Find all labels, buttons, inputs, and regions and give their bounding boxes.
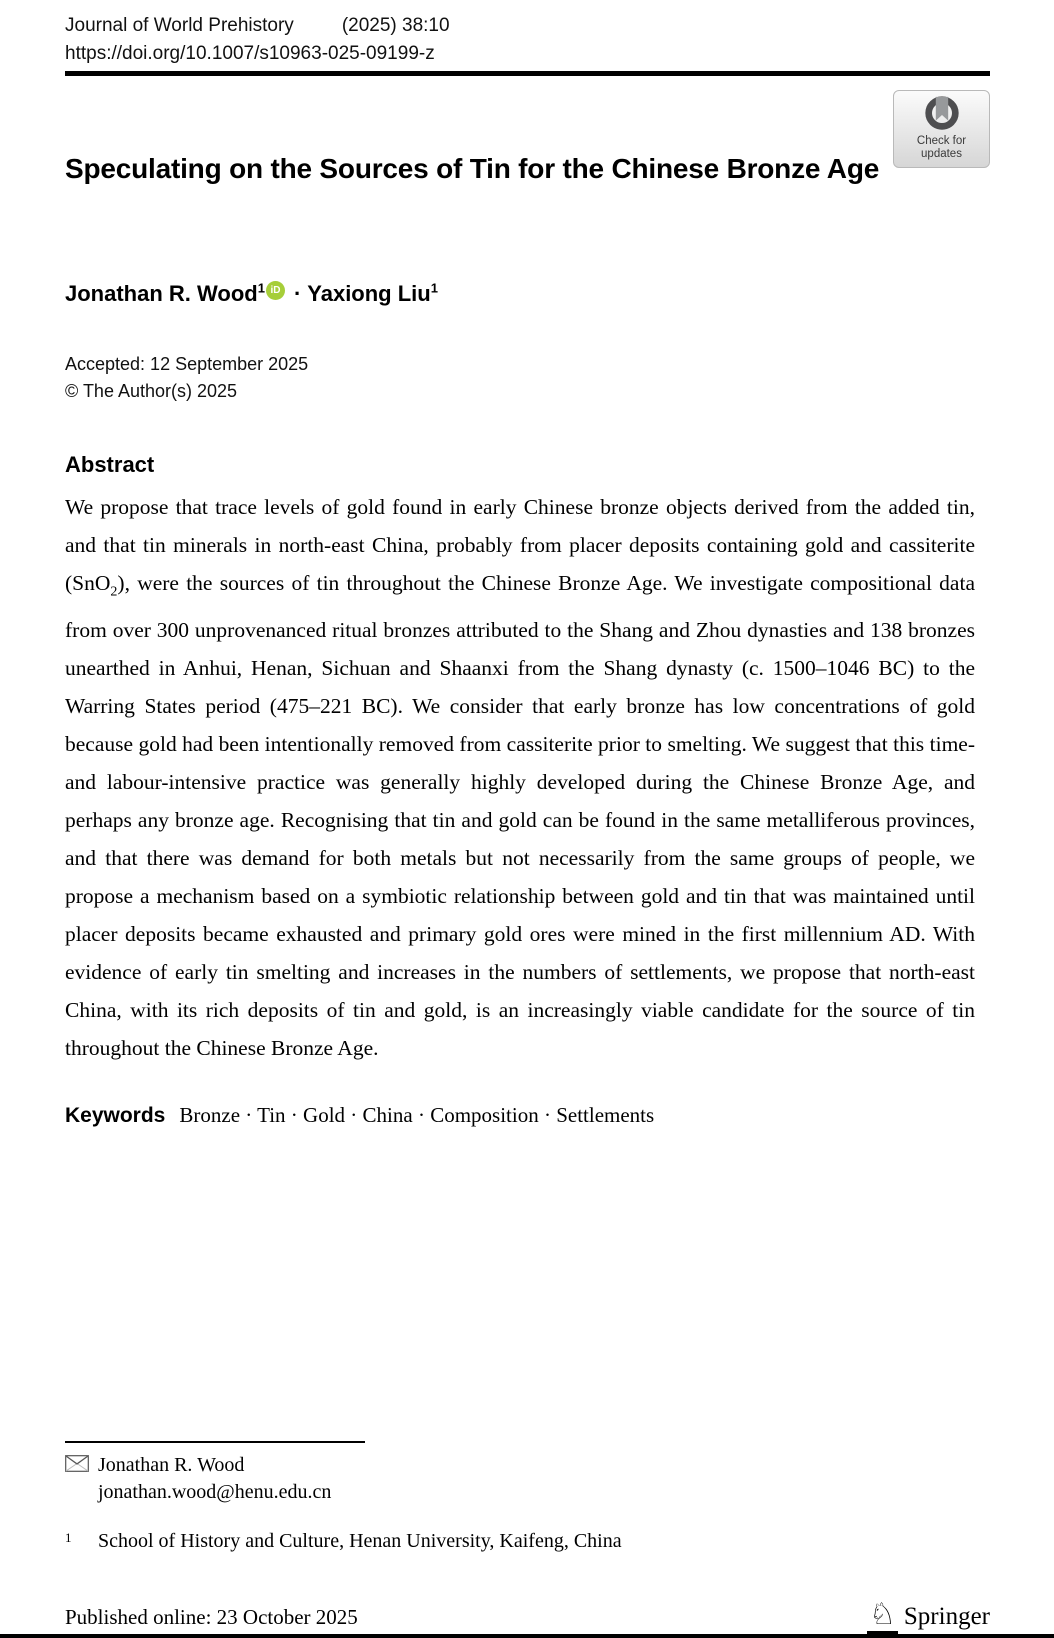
article-history — [65, 351, 308, 405]
correspondence-details — [98, 1452, 331, 1506]
article-title: Speculating on the Sources of Tin for the Chinese Bronze Age — [65, 153, 880, 184]
springer-knight-icon: ♘ — [867, 1600, 898, 1634]
accepted-date: Accepted: 12 September 2025 — [65, 354, 309, 374]
published-online: Published online: 23 October 2025 — [65, 1604, 358, 1629]
keywords-line — [65, 1103, 975, 1128]
affiliation-number: 1 — [65, 1530, 72, 1545]
keywords-text: Bronze · Tin · Gold · China · Composition · Settlements — [179, 1103, 655, 1127]
correspondence-block — [65, 1452, 990, 1506]
citation: (2025) 38:10 — [341, 15, 450, 36]
page-header — [65, 12, 990, 67]
springer-wordmark: Springer — [903, 1603, 990, 1630]
journal-citation-line — [65, 12, 990, 40]
envelope-icon — [65, 1455, 89, 1472]
footnote-rule — [65, 1441, 365, 1443]
check-for-updates-label: Check for updates — [916, 135, 967, 161]
page-bottom-edge — [0, 1634, 1054, 1638]
author-separator: · — [293, 281, 302, 307]
doi-link[interactable]: https://doi.org/10.1007/s10963-025-09199-z — [65, 42, 435, 64]
journal-name: Journal of World Prehistory — [65, 15, 294, 36]
page-footer — [65, 1600, 990, 1634]
springer-logo — [867, 1600, 990, 1634]
correspondence-email[interactable]: jonathan.wood@henu.edu.cn — [98, 1481, 332, 1503]
author-line — [65, 281, 438, 307]
abstract-heading: Abstract — [65, 452, 155, 477]
affiliation-block — [65, 1530, 990, 1553]
affiliation-text: School of History and Culture, Henan University, Kaifeng, China — [98, 1530, 622, 1552]
copyright-notice: © The Author(s) 2025 — [65, 381, 238, 401]
author-2-affiliation-sup: 1 — [430, 281, 438, 296]
author-1-affiliation-sup: 1 — [257, 281, 265, 296]
footnote-area — [65, 1441, 990, 1553]
keywords-label: Keywords — [65, 1104, 166, 1127]
chemical-subscript: 2 — [110, 584, 118, 600]
orcid-icon[interactable]: iD — [266, 281, 285, 300]
author-name-1: Jonathan R. Wood$^1$ — [65, 281, 265, 307]
correspondence-name: Jonathan R. Wood — [98, 1454, 245, 1476]
abstract-text: We propose that trace levels of gold found in early Chinese bronze objects derived from the added tin, and that tin minerals in north-east China, probably from placer deposits containing gold and cassiterite (SnO$_2$), were the sources of tin throughout the Chinese Bronze Age. We investigate compositional data from over 300 unprovenanced ritual bronzes attributed to the Shang and Zhou dynasties and 138 bronzes unearthed in Anhui, Henan, Sichuan and Shaanxi from the Shang dynasty (c. 1500–1046 BC) to the Warring States period (475–221 BC). We consider that early bronze has low concentrations of gold because gold had been intentionally removed from cassiterite prior to smelting. We suggest that this time- and labour-intensive practice was generally highly developed during the Chinese Bronze Age, and perhaps any bronze age. Recognising that tin and gold can be found in the same metalliferous provinces, and that there was demand for both metals but not necessarily from the same groups of people, we propose a mechanism based on a symbiotic relationship between gold and tin that was maintained until placer deposits became exhausted and primary gold ores were mined in the first millennium AD. With evidence of early tin smelting and increases in the numbers of settlements, we propose that north-east China, with its rich deposits of tin and gold, is an increasingly viable candidate for the source of tin throughout the Chinese Bronze Age. — [65, 495, 975, 1061]
check-for-updates-icon — [922, 94, 962, 134]
author-name-2: Yaxiong Liu$^1$ — [307, 281, 438, 307]
header-rule — [65, 71, 990, 76]
